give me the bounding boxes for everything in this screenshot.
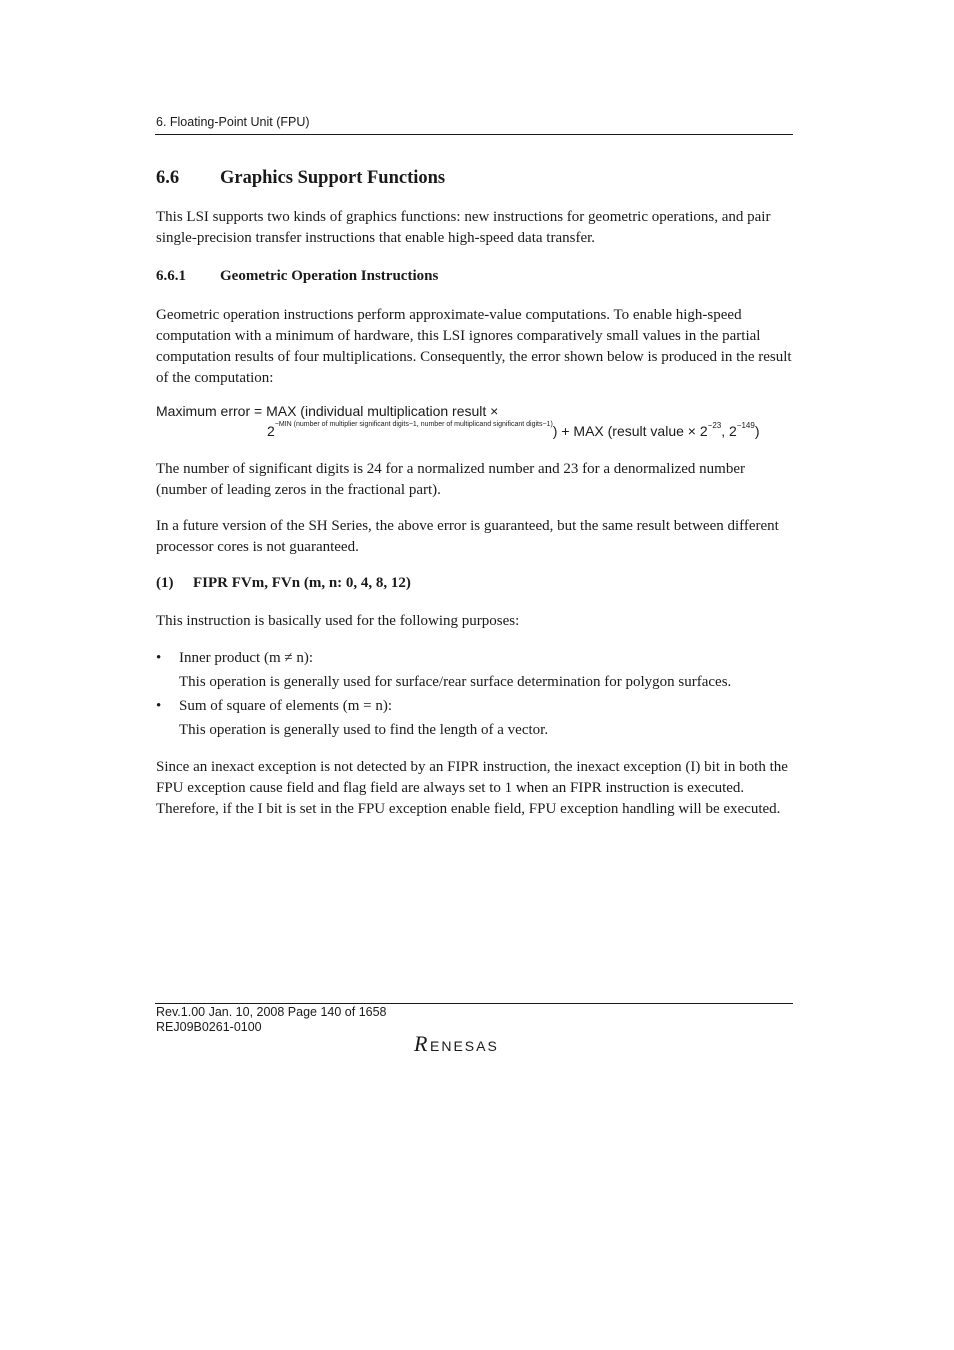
item-heading	[156, 575, 411, 592]
section-heading	[156, 168, 445, 189]
formula-comma: , 2	[721, 423, 737, 439]
bullet-dot: •	[156, 650, 162, 666]
section-title: Graphics Support Functions	[220, 168, 446, 188]
formula-exponent-3: −149	[736, 421, 755, 430]
paragraph-1: Geometric operation instructions perform approximate-value computations. To enable high-speed computation with a minimum of hardware, this LSI ignores comparatively small values in the partial computation results of four multiplications. Consequently, the error shown below is produced in the result of the computation:	[156, 307, 792, 386]
bullet-label: Sum of square of elements (m = n):	[179, 698, 392, 714]
bullet-dot: •	[156, 698, 162, 714]
formula-exponent-2: −23	[707, 421, 722, 430]
bullet-item	[156, 648, 313, 669]
footer-revision: Rev.1.00 Jan. 10, 2008 Page 140 of 1658	[156, 1005, 387, 1019]
running-header: 6. Floating-Point Unit (FPU)	[156, 115, 310, 129]
footer-doc-number: REJ09B0261-0100	[156, 1020, 262, 1034]
renesas-logo	[412, 1033, 534, 1055]
bullet-item	[156, 696, 392, 717]
bullet-description: This operation is generally used for surface/rear surface determination for polygon surfaces.	[179, 674, 732, 690]
formula-line-1: Maximum error = MAX (individual multiplication result ×	[156, 403, 499, 419]
formula-close: )	[754, 423, 760, 439]
logo-wordmark: ENESAS	[430, 1038, 499, 1054]
formula-base: 2	[267, 423, 275, 439]
paragraph-2: The number of significant digits is 24 for a normalized number and 23 for a denormalized number (number of leading zeros in the fractional part).	[156, 461, 745, 498]
item-title: FIPR FVm, FVn (m, n: 0, 4, 8, 12)	[193, 575, 411, 591]
subsection-heading	[156, 268, 438, 285]
bullet-label: Inner product (m ≠ n):	[179, 650, 314, 666]
paragraph-4: This instruction is basically used for the following purposes:	[156, 613, 520, 629]
footer-rule	[155, 1003, 793, 1004]
item-number: (1)	[156, 575, 174, 591]
section-number: 6.6	[156, 168, 180, 188]
logo-initial: R	[414, 1033, 428, 1055]
paragraph-5: Since an inexact exception is not detected by an FIPR instruction, the inexact exception (I) bit in both the FPU exception cause field and flag field are always set to 1 when an FIPR instruction is executed. Therefore, if the I bit is set in the FPU exception enable field, FPU exception handling will be executed.	[156, 759, 788, 817]
bullet-description: This operation is generally used to find the length of a vector.	[179, 722, 549, 738]
header-rule	[155, 134, 793, 135]
subsection-number: 6.6.1	[156, 268, 186, 284]
formula-exponent: −MIN (number of multiplier significant digits−1, number of multiplicand significant digits−1)	[274, 421, 553, 428]
subsection-title: Geometric Operation Instructions	[220, 268, 439, 284]
formula-mid: ) + MAX (result value × 2	[552, 423, 708, 439]
formula-line-2	[267, 423, 760, 439]
intro-paragraph: This LSI supports two kinds of graphics functions: new instructions for geometric operations, and pair single-precision transfer instructions that enable high-speed data transfer.	[156, 209, 771, 246]
paragraph-3: In a future version of the SH Series, the above error is guaranteed, but the same result between different processor cores is not guaranteed.	[156, 518, 779, 555]
